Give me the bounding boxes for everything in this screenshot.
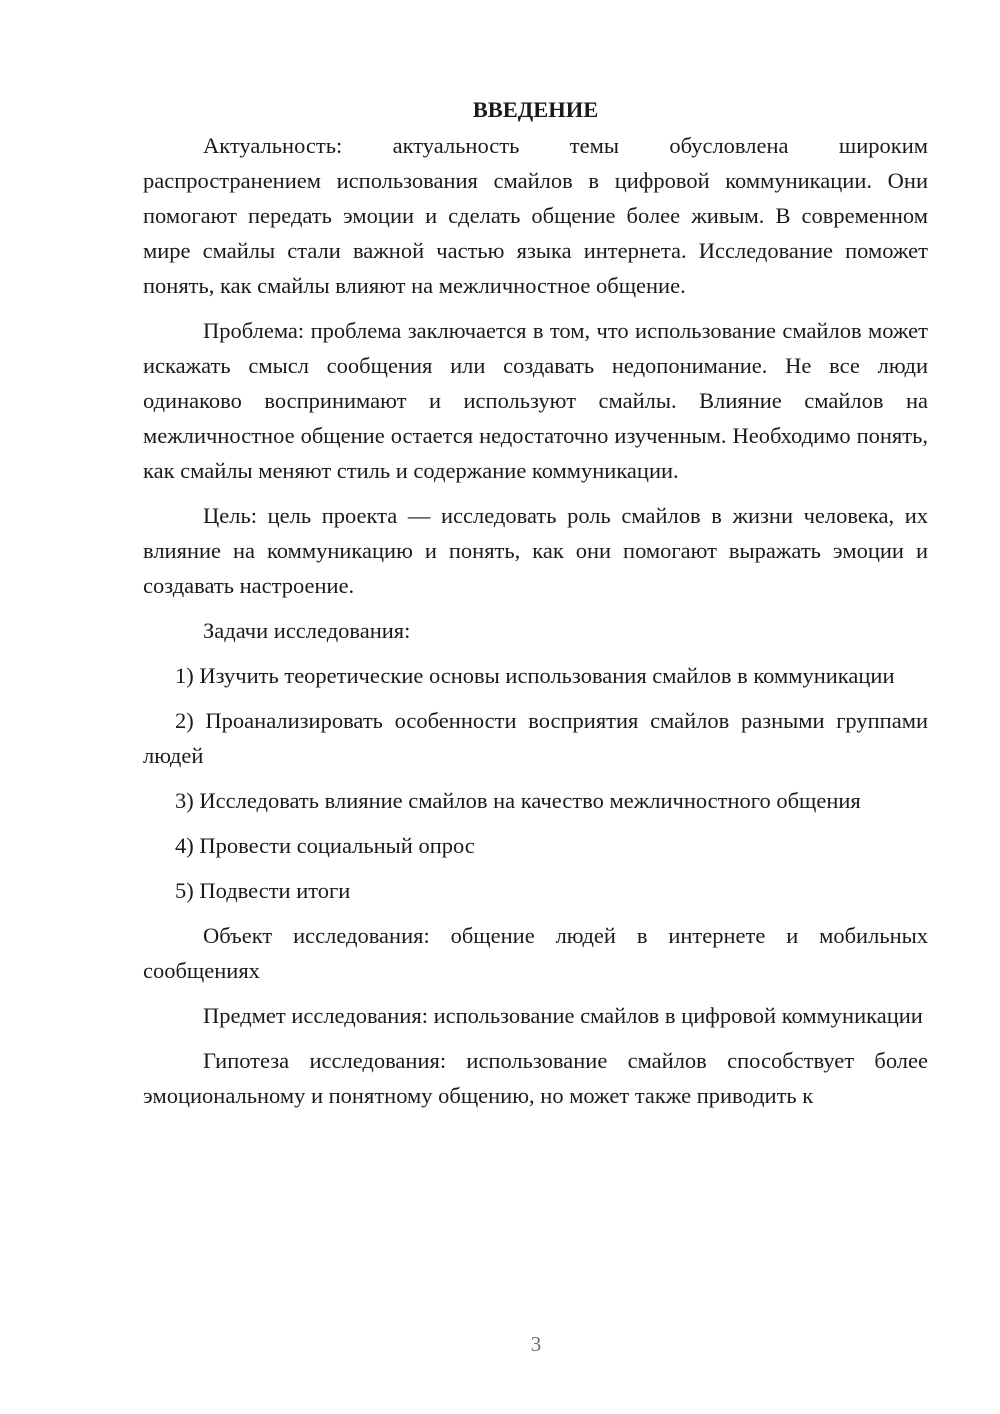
page-number: 3 — [530, 1332, 542, 1356]
list-item: 1) Изучить теоретические основы использования смайлов в коммуникации — [175, 663, 895, 688]
tasks-title: Задачи исследования: — [203, 618, 411, 643]
list-item: 5) Подвести итоги — [175, 878, 351, 903]
tasks-list — [143, 658, 928, 908]
subject-paragraph: Предмет исследования: использование смайлов в цифровой коммуникации — [203, 1003, 923, 1028]
list-item: 4) Провести социальный опрос — [175, 833, 475, 858]
list-item: 3) Исследовать влияние смайлов на качество межличностного общения — [175, 788, 861, 813]
list-item: 2) Проанализировать особенности восприятия смайлов разными группами людей — [143, 708, 928, 768]
document-page — [143, 92, 928, 1123]
relevance-paragraph: Актуальность: актуальность темы обусловлена широким распространением использования смайлов в цифровой коммуникации. Они помогают передать эмоции и сделать общение более живым. В современном мире смайлы стали важной частью языка интернета. Исследование поможет понять, как смайлы влияют на межличностное общение. — [143, 133, 928, 298]
page-title: ВВЕДЕНИЕ — [472, 97, 599, 122]
problem-paragraph: Проблема: проблема заключается в том, что использование смайлов может искажать смысл сообщения или создавать недопонимание. Не все люди одинаково воспринимают и используют смайлы. Влияние смайлов на межличностное общение остается недостаточно изученным. Необходимо понять, как смайлы меняют стиль и содержание коммуникации. — [143, 318, 928, 483]
hypothesis-paragraph: Гипотеза исследования: использование смайлов способствует более эмоциональному и понятному общению, но может также приводить к — [143, 1048, 928, 1108]
object-paragraph: Объект исследования: общение людей в интернете и мобильных сообщениях — [143, 923, 928, 983]
goal-paragraph: Цель: цель проекта — исследовать роль смайлов в жизни человека, их влияние на коммуникацию и понять, как они помогают выражать эмоции и создавать настроение. — [143, 503, 928, 598]
